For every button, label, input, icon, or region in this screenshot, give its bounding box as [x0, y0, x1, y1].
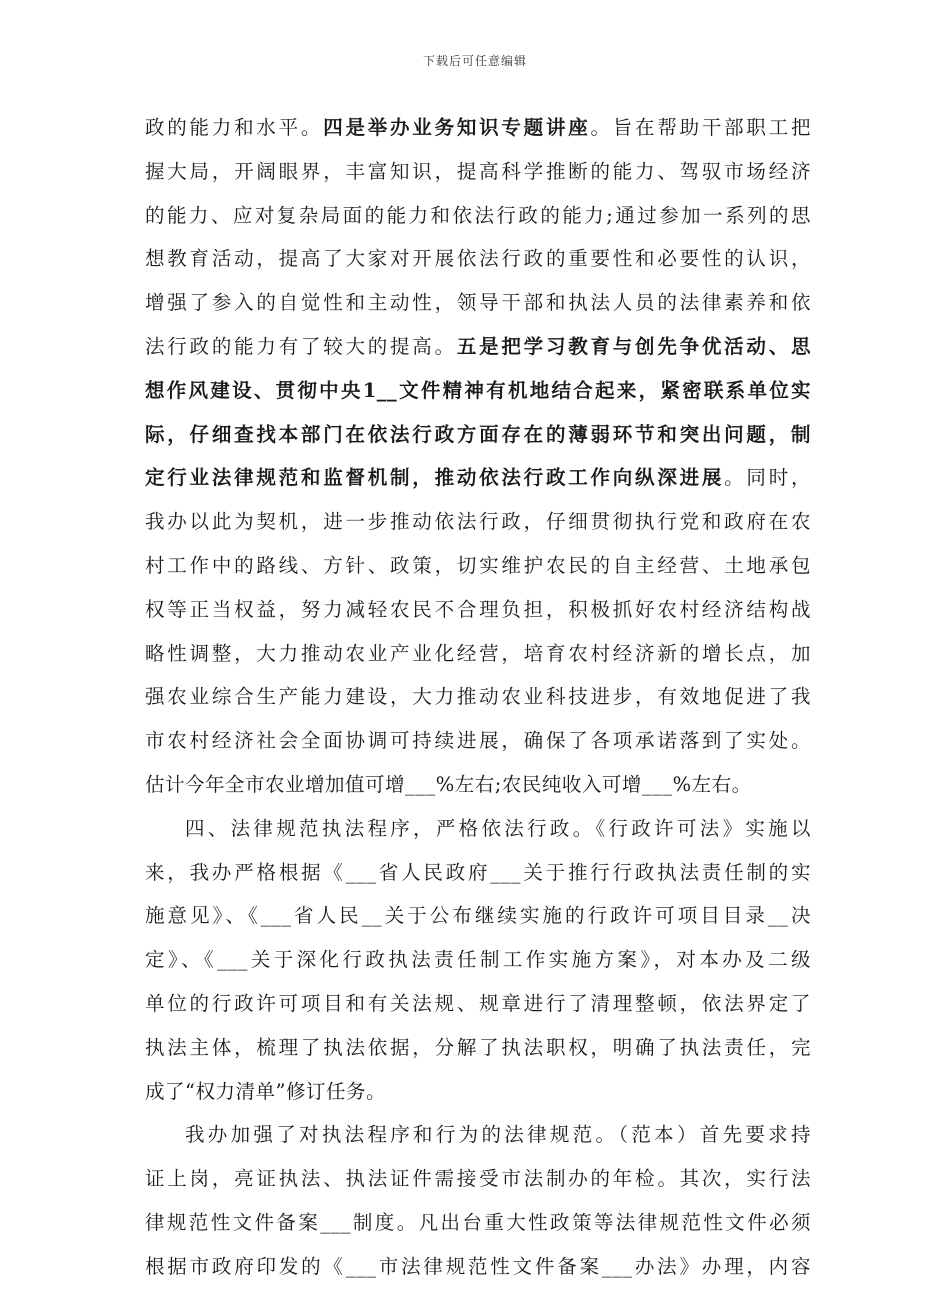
text-segment: 略性调整，大力推动农业产业化经营，培育农村经济新的增长点，加 [145, 641, 811, 665]
text-segment: 。同时， [724, 466, 811, 490]
document-body [145, 106, 811, 1289]
text-line [145, 325, 811, 369]
text-segment: 四、法律规范执法程序，严格依法行政。《行政许可法》实施以 [185, 816, 811, 840]
text-line [145, 456, 811, 500]
text-line [145, 982, 811, 1026]
text-line [145, 719, 811, 763]
text-segment: 成了“权力清单”修订任务。 [145, 1079, 386, 1103]
bold-text-segment: 五是把学习教育与创先争优活动、思 [456, 334, 811, 358]
text-line [145, 281, 811, 325]
text-segment: 权等正当权益，努力减轻农民不合理负担，积极抓好农村经济结构战 [145, 597, 811, 621]
text-segment: 来，我办严格根据《___省人民政府___关于推行行政执法责任制的实 [145, 860, 811, 884]
text-line [145, 632, 811, 676]
text-segment: 律规范性文件备案___制度。凡出台重大性政策等法律规范性文件必须 [145, 1210, 811, 1234]
text-line [145, 588, 811, 632]
text-segment: 根据市政府印发的《___市法律规范性文件备案___办法》办理，内容 [145, 1254, 811, 1278]
text-segment: 政的能力和水平。 [145, 116, 324, 139]
text-segment: 施意见》、《___省人民__关于公布继续实施的行政许可项目目录__决 [145, 904, 811, 928]
text-line [145, 237, 811, 281]
text-line [145, 1201, 811, 1245]
text-line [145, 544, 811, 588]
text-segment: 想教育活动，提高了大家对开展依法行政的重要性和必要性的认识， [145, 247, 811, 271]
bold-text-segment: 四是举办业务知识专题讲座 [323, 116, 591, 139]
text-segment: 估计今年全市农业增加值可增___%左右;农民纯收入可增___%左右。 [145, 772, 752, 796]
text-segment: 执法主体，梳理了执法依据，分解了执法职权，明确了执法责任，完 [145, 1035, 811, 1059]
text-line [145, 763, 811, 807]
text-line [145, 851, 811, 895]
text-segment: 强农业综合生产能力建设，大力推动农业科技进步，有效地促进了我 [145, 685, 811, 709]
text-line [145, 369, 811, 413]
text-segment: 证上岗，亮证执法、执法证件需接受市法制办的年检。其次，实行法 [145, 1167, 811, 1191]
text-line [145, 413, 811, 457]
text-segment: 。旨在帮助干部职工把 [590, 116, 811, 139]
text-segment: 我办以此为契机，进一步推动依法行政，仔细贯彻执行党和政府在农 [145, 510, 811, 534]
bold-text-segment: 定行业法律规范和监督机制，推动依法行政工作向纵深进展 [145, 466, 725, 490]
text-line [145, 500, 811, 544]
text-segment: 握大局，开阔眼界，丰富知识，提高科学推断的能力、驾驭市场经济 [145, 159, 811, 183]
text-segment: 增强了参入的自觉性和主动性，领导干部和执法人员的法律素养和依 [145, 291, 811, 315]
bold-text-segment: 想作风建设、贯彻中央1__文件精神有机地结合起来，紧密联系单位实 [145, 378, 811, 402]
text-segment: 市农村经济社会全面协调可持续进展，确保了各项承诺落到了实处。 [145, 729, 811, 753]
text-line [145, 150, 811, 194]
text-line [145, 894, 811, 938]
page-header: 下载后可任意编辑 [422, 54, 527, 68]
text-line [145, 675, 811, 719]
text-line [145, 1070, 811, 1114]
text-line [145, 1157, 811, 1201]
text-line [145, 1026, 811, 1070]
text-line [145, 807, 811, 851]
text-line [145, 194, 811, 238]
text-segment: 定》、《___关于深化行政执法责任制工作实施方案》，对本办及二级 [145, 948, 811, 972]
text-line [145, 938, 811, 982]
text-line [145, 1113, 811, 1157]
text-segment: 单位的行政许可项目和有关法规、规章进行了清理整顿，依法界定了 [145, 991, 811, 1015]
text-segment: 的能力、应对复杂局面的能力和依法行政的能力;通过参加一系列的思 [145, 203, 811, 227]
text-segment: 我办加强了对执法程序和行为的法律规范。（范本）首先要求持 [185, 1123, 811, 1147]
text-line [145, 106, 811, 150]
bold-text-segment: 际，仔细查找本部门在依法行政方面存在的薄弱环节和突出问题，制 [145, 422, 811, 446]
text-line [145, 1245, 811, 1289]
text-segment: 村工作中的路线、方针、政策，切实维护农民的自主经营、土地承包 [145, 553, 811, 577]
text-segment: 法行政的能力有了较大的提高。 [145, 334, 457, 358]
